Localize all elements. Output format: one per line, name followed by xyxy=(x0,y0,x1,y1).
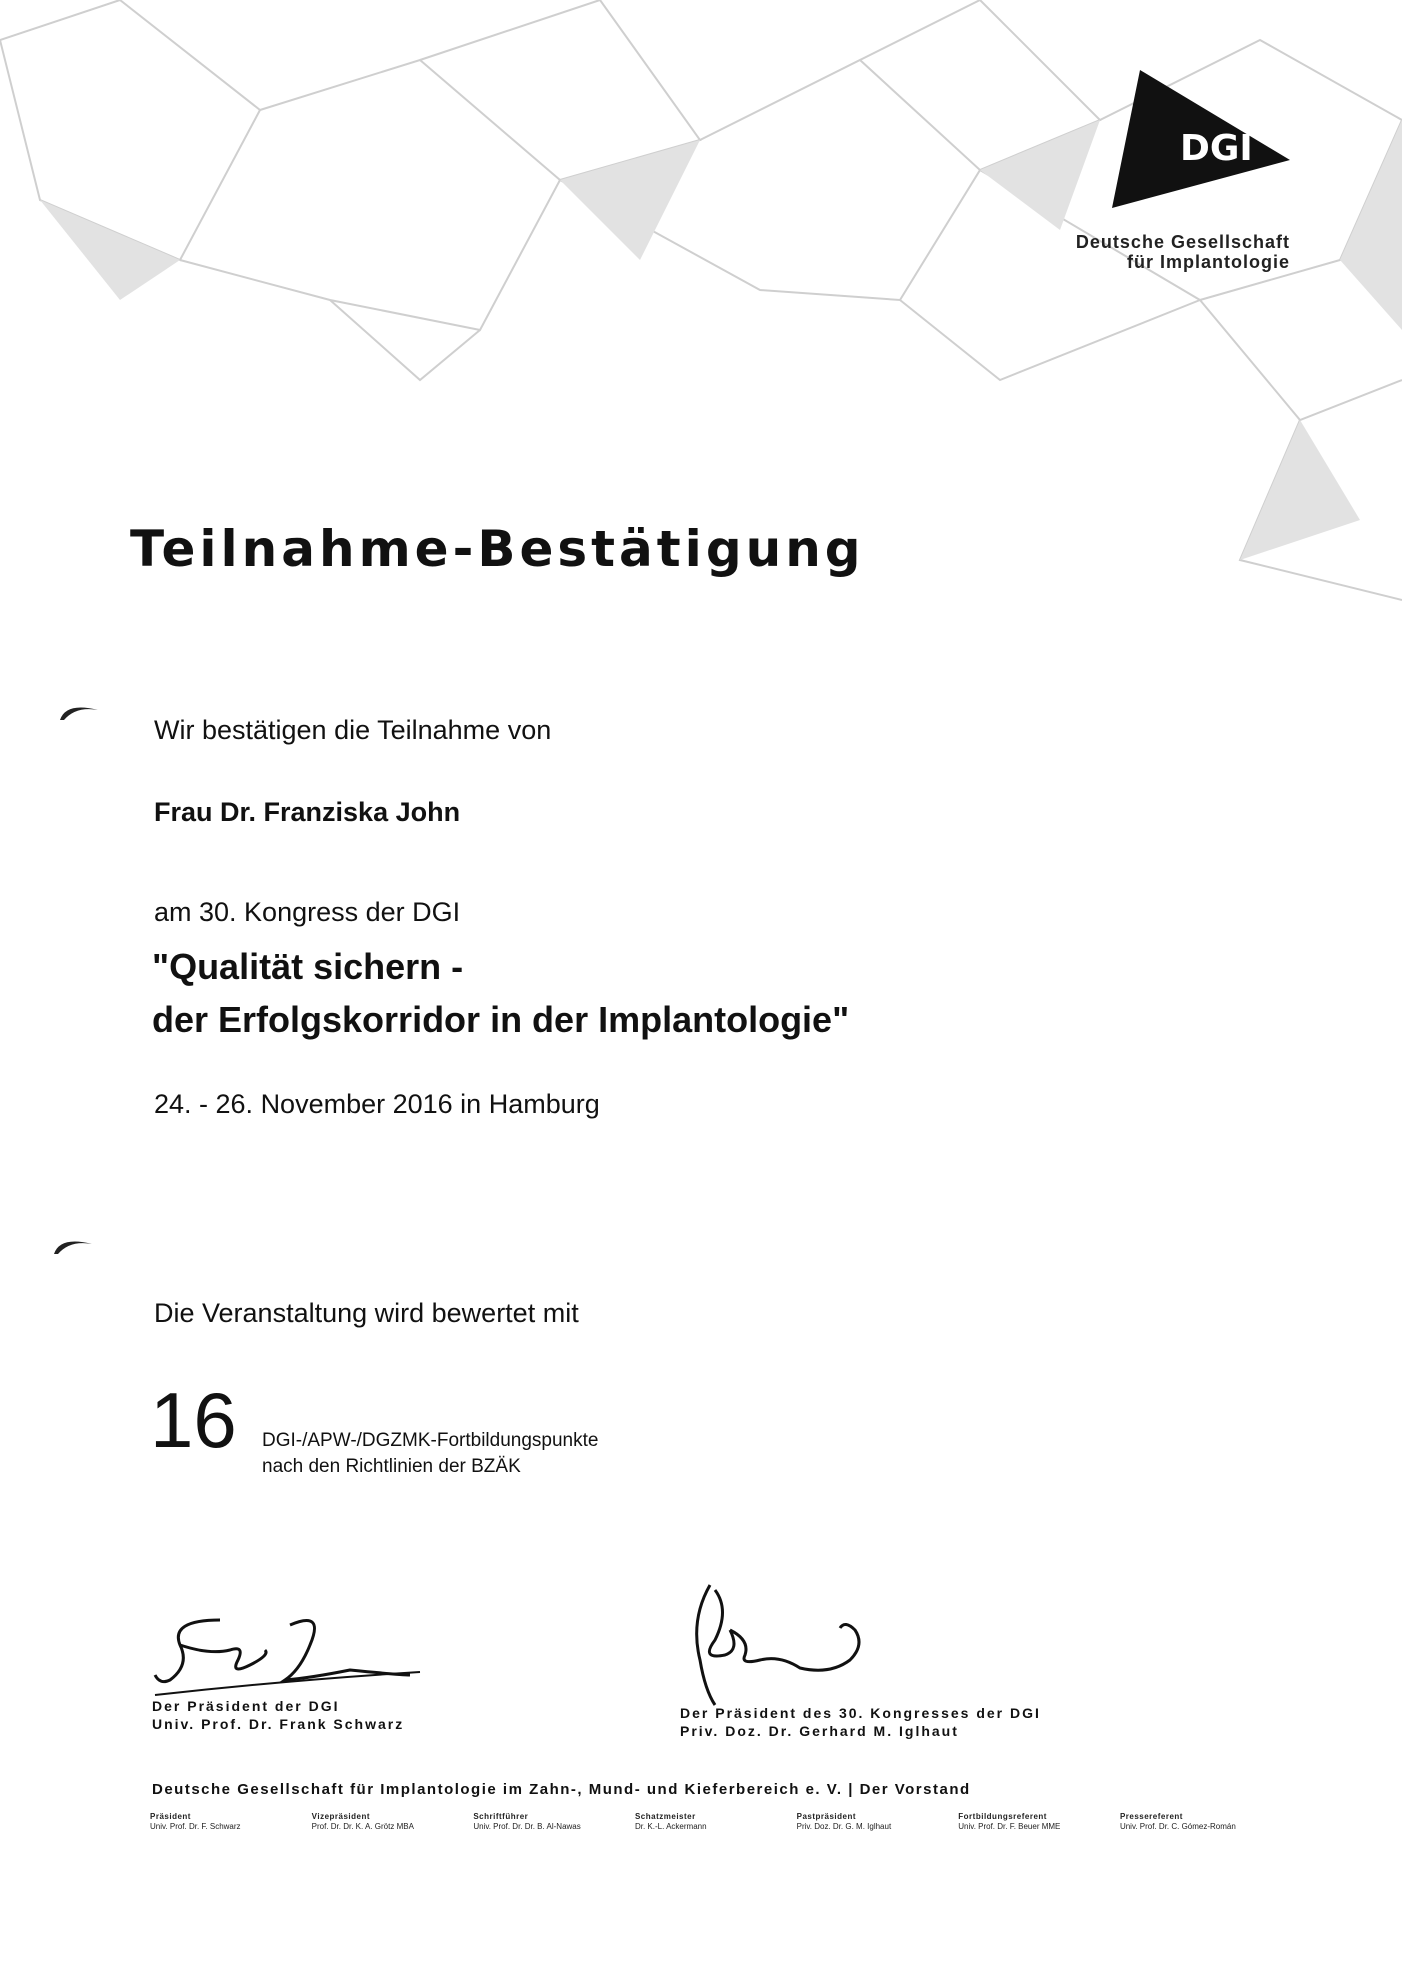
points-line2: nach den Richtlinien der BZÄK xyxy=(262,1456,521,1477)
motto-line2: der Erfolgskorridor in der Implantologie" xyxy=(152,999,850,1040)
board-member: Vizepräsident Prof. Dr. Dr. K. A. Grötz MBA xyxy=(311,1812,414,1831)
board-member: Präsident Univ. Prof. Dr. F. Schwarz xyxy=(150,1812,241,1831)
dgi-logo xyxy=(1100,60,1300,210)
rating-intro: Die Veranstaltung wird bewertet mit xyxy=(154,1298,579,1328)
org-name-line1: Deutsche Gesellschaft xyxy=(1075,232,1290,252)
punch-hole-mark xyxy=(52,1234,94,1256)
signature-congress-president xyxy=(670,1580,930,1710)
board-member: Schriftführer Univ. Prof. Dr. Dr. B. Al-Nawas xyxy=(473,1812,581,1831)
board-member: Pressereferent Univ. Prof. Dr. C. Gómez-Román xyxy=(1119,1812,1236,1831)
signature-president xyxy=(150,1600,410,1710)
org-name-line2: für Implantologie xyxy=(1127,252,1290,272)
logo-triangle-icon xyxy=(1100,60,1300,210)
points-description xyxy=(262,1428,598,1480)
congress-text: am 30. Kongress der DGI xyxy=(154,897,461,927)
punch-hole-mark xyxy=(58,700,100,722)
signature-name: Priv. Doz. Dr. Gerhard M. Iglhaut xyxy=(680,1723,959,1739)
signature-caption-2 xyxy=(680,1704,1041,1740)
board-member: Schatzmeister Dr. K.-L. Ackermann xyxy=(634,1812,707,1831)
motto-line1: "Qualität sichern - xyxy=(152,946,464,987)
page-title: Teilnahme-Bestätigung xyxy=(130,520,865,578)
board-member: Pastpräsident Priv. Doz. Dr. G. M. Iglhaut xyxy=(796,1812,892,1831)
participant-name: Frau Dr. Franziska John xyxy=(154,797,461,827)
footer-title: Deutsche Gesellschaft für Implantologie im Zahn-, Mund- und Kieferbereich e. V. | Der Vorstand xyxy=(152,1781,971,1798)
signature-name: Univ. Prof. Dr. Frank Schwarz xyxy=(152,1716,405,1732)
org-name xyxy=(1076,232,1290,272)
intro-text: Wir bestätigen die Teilnahme von xyxy=(154,715,552,745)
points-value: 16 xyxy=(150,1376,237,1464)
board-member: Fortbildungsreferent Univ. Prof. Dr. F. Beuer MME xyxy=(958,1812,1061,1831)
signature-role: Der Präsident des 30. Kongresses der DGI xyxy=(680,1705,1041,1721)
signature-caption-1 xyxy=(152,1697,404,1733)
board-members xyxy=(150,1812,1270,1832)
signature-role: Der Präsident der DGI xyxy=(152,1698,340,1714)
points-line1: DGI-/APW-/DGZMK-Fortbildungspunkte xyxy=(262,1430,599,1451)
logo-text: DGI xyxy=(1180,128,1253,169)
date-place: 24. - 26. November 2016 in Hamburg xyxy=(154,1089,600,1119)
